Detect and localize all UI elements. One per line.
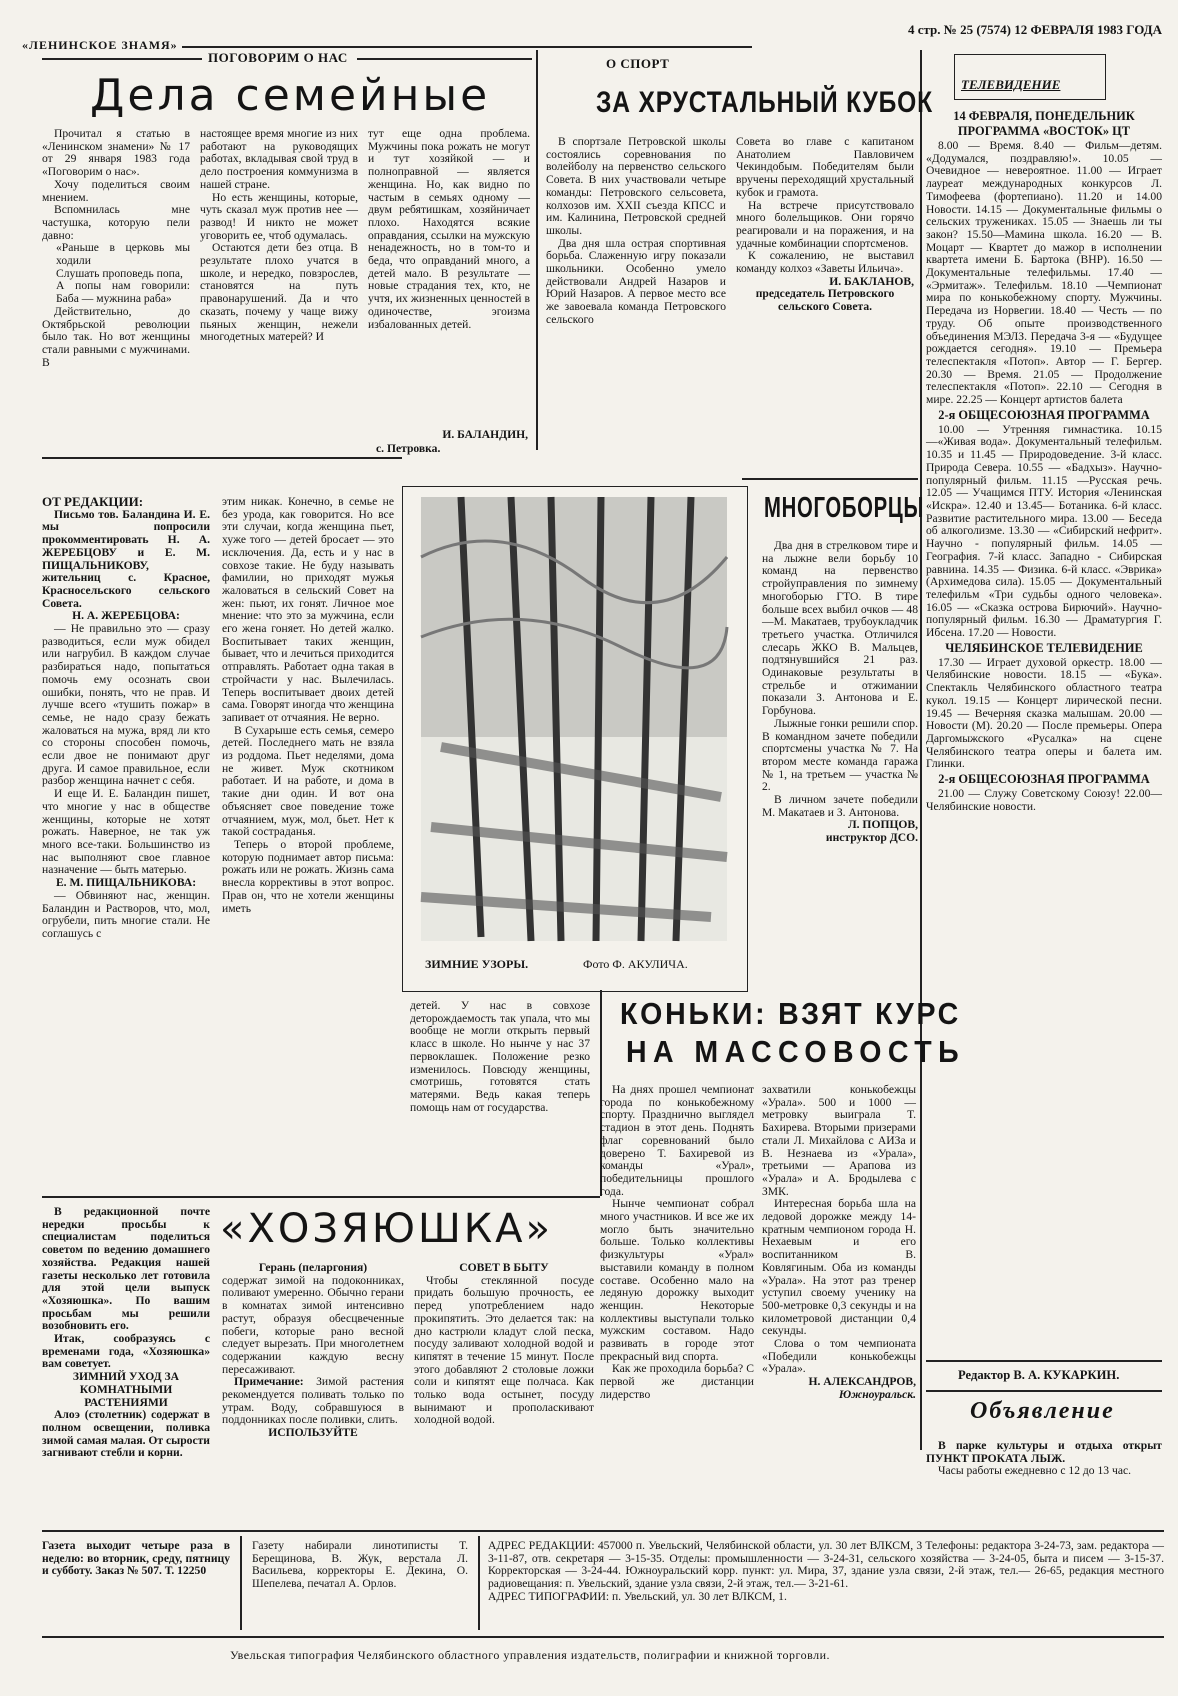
skates-headline-2: НА МАССОВОСТЬ bbox=[626, 1034, 966, 1069]
cup-rubric: О СПОРТ bbox=[606, 56, 670, 71]
allround-signature: Л. ПОПЦОВ, bbox=[847, 818, 918, 832]
family-col-2: настоящее время многие из них работают на руководящих работах, вкладывая свой труд в дело построения коммунизма в нашей стране. Но есть женщины, которые, чуть сказал муж против нее — развод! И никто не может уговорить ее, чтоб одумалась. Остаются дети без отца. В результате плохо учатся в школе, и нередко, повзрослев, становятся на путь правонарушений. Да и что сказать, почему у чаще вижу пьяных женщин, нежели многодетных матерей? И bbox=[200, 127, 358, 344]
skates-signature: Н. АЛЕКСАНДРОВ, bbox=[808, 1375, 916, 1389]
editorial-heading: ОТ РЕДАКЦИИ: bbox=[42, 494, 144, 509]
cup-signature: И. БАКЛАНОВ, bbox=[829, 274, 914, 288]
tv-date: 14 ФЕВРАЛЯ, ПОНЕДЕЛЬНИК bbox=[953, 109, 1135, 123]
footer-address-2: АДРЕС ТИПОГРАФИИ: п. Увельский, ул. 30 лет ВЛКСМ, 1. bbox=[488, 1589, 787, 1603]
skates-headline-1: КОНЬКИ: ВЗЯТ КУРС bbox=[620, 996, 961, 1031]
winter-photo bbox=[421, 497, 727, 941]
house-headline: «ХОЗЯЮШКА» bbox=[220, 1206, 553, 1252]
tv-text: 14 ФЕВРАЛЯ, ПОНЕДЕЛЬНИК ПРОГРАММА «ВОСТОК» ЦТ 8.00 — Время. 8.40 — Фильм—детям. «Додумался, поздравляю!». 10.05 — Очевидное — невероятное. 11.00 — Играет лауреат международных конкурсов Л. Тимофеева (фортепиано). 11.20 и 14.00 Новости. 14.15 — Документальные фильмы о сельских тружениках. 15.05 — Знаешь ли ты закон? 15.50—Мамина школа. 16.20 — В. Моцарт — Квартет до мажор в исполнении квартета имени Б. Бартока (ВНР). 16.50 — Документальные телефильмы. 17.40 — «Эрмитаж». Телефильм. 18.10 —Чемпионат мира по конькобежному спорту. Мужчины. Передача из Норвегии. 18.40 — Честь — по труду. Об опыте производственного объединения МЭЛЗ. Передача 3-я — «Будущее рождается сегодня». 19.10 — Премьера телеспектакля «Потоп». Автор — Г. Бергер. 20.30 — Время. 21.05 — Продолжение телеспектакля «Потоп». 22.10 — Сегодня в мире. 22.25 — Концерт артистов балета 2-я ОБЩЕСОЮЗНАЯ ПРОГРАММА 10.00 — Утренняя гимнастика. 10.15—«Живая вода». Документальный телефильм. 10.35 и 11.45 — Природоведение. 3-й класс. Природа Севера. 10.55 — «Бадхыз». Научно-популярный фильм. 11.15 —Русская речь. 12.05 — Учащимся ПТУ. История «Ленинская «Искра». 12.40 и 13.45— Ботаника. 6-й класс. Развитие растительного мира. 13.00 — Беседа об алкоголизме. 13.30 — «Сибирский нефрит». Научно - популярный фильм. 14.05 — География. 7-й класс. Западно - Сибирская равнина. 14.35 — Физика. 6-й класс. «Эврика» (Архимедова сила). 15.05 — Документальный телефильм «Три судьбы одного человека». 16.05 — «Сказка острова Бирючий». Научно-популярный фильм. 16.30 — Драматургия Г. Ибсена. 17.20 — Новости. ЧЕЛЯБИНСКОЕ ТЕЛЕВИДЕНИЕ 17.30 — Играет духовой оркестр. 18.00 — Челябинские новости. 18.15 — «Бука». Спектакль Челябинского областного театра кукол. 19.15 — Концерт лирической песни. 19.45 — Вечерняя сказка малышам. 20.00 — Новости (М). 20.20 — После премьеры. Опера Даргомыжского «Русалка» на сцене Челябинского театра оперы и балета им. Глинки. 2-я ОБЩЕСОЮЗНАЯ ПРОГРАММА 21.00 — Служу Советскому Союзу! 22.00—Челябинские новости. bbox=[926, 109, 1162, 813]
house-article bbox=[42, 1204, 598, 1526]
footer-schedule: Газета выходит четыре раза в неделю: во вторник, среду, пятницу и субботу. Заказ № 507. Т. 12250 bbox=[42, 1539, 230, 1578]
footer-staff: Газету набирали линотиписты Т. Берещинова, В. Жук, верстала Л. Васильева, корректоры Е. Декина, О. Шепелева, печатал А. Орлов. bbox=[252, 1539, 468, 1591]
advice-heading: СОВЕТ В БЫТУ bbox=[459, 1261, 549, 1274]
winter-care-heading: ЗИМНИЙ УХОД ЗА КОМНАТНЫМИ РАСТЕНИЯМИ bbox=[72, 1370, 180, 1409]
notice bbox=[926, 1396, 1162, 1526]
tv-prog-1-title: ПРОГРАММА «ВОСТОК» ЦТ bbox=[957, 124, 1131, 138]
tv-banner bbox=[954, 54, 1106, 100]
allround-headline: МНОГОБОРЦЫ bbox=[764, 492, 925, 524]
allround-text: Два дня в стрелковом тире и на лыжне вели борьбу 10 команд на первенство стройуправления по зимнему многоборью ГТО. В тире больше всех выбил очков — 48—М. Макатаев, трубоукладчик третьего участка. Отличился слесарь ЖКО В. Мальцев, подтянувшийся 21 раз. Одинаковые результаты в стрельбе и отжимании показали З. Антонова и Е. Горбунова. Лыжные гонки решили спор. В командном зачете победили спортсмены участка № 7. На втором месте команда гаража № 1, на третьем — участка № 2. В личном зачете победили М. Макатаев и З. Антонова. Л. ПОПЦОВ, инструктор ДСО. bbox=[762, 539, 918, 845]
editor-line: Редактор В. А. КУКАРКИН. bbox=[958, 1368, 1120, 1382]
masthead bbox=[22, 22, 1162, 52]
cup-article bbox=[546, 50, 933, 470]
use-heading: ИСПОЛЬЗУЙТЕ bbox=[268, 1426, 358, 1440]
family-article bbox=[42, 50, 532, 455]
tv-prog-2-title: 2-я ОБЩЕСОЮЗНАЯ ПРОГРАММА bbox=[938, 407, 1150, 422]
family-headline: Дела семейные bbox=[90, 70, 491, 121]
notice-hours: Часы работы ежедневно с 12 до 13 час. bbox=[938, 1464, 1132, 1478]
paper-name: «ЛЕНИНСКОЕ ЗНАМЯ» bbox=[22, 38, 178, 52]
editorial-col-1: ОТ РЕДАКЦИИ: Письмо тов. Баландина И. Е. мы попросили прокомментировать Н. А. ЖЕРЕБЦОВУ и Е. М. ПИЩАЛЬНИКОВУ, жительниц с. Красное, Красносельского сельского Совета. Н. А. ЖЕРЕБЦОВА: — Не правильно это — сразу разводиться, если муж обидел или нагрубил. В каждом случае разбираться надо, попытаться помочь ему осознать свои ошибки, понять, что не прав. И лучше всего «тушить пожар» в семье, не надо сразу бежать жаловаться на мужа, вряд ли кто со стороны способен помочь, если двое не понимают друг друга. И самое правильное, если разбор женщина начнет с себя. И еще И. Е. Баландин пишет, что многие у нас в обществе женщины, которые не хотят рожать. Наверное, не так уж много все-таки. Большинство из нас выполняют свое главное назначение — быть матерью. Е. М. ПИЩАЛЬНИКОВА: — Обвиняют нас, женщин. Баландин и Растворов, что, мол, огрубели, пить многие стали. Не соглашусь с bbox=[42, 494, 210, 940]
cup-col-2: Совета во главе с капитаном Анатолием Павловичем Чекиндобым. Победителям были вручены переходящий хрустальный кубок и грамота. На встрече присутствовало много болельщиков. Они горячо реагировали и на поражения, и на удачные комбинации спортсменов. К сожалению, не выставил команду колхоз «Заветы Ильича». И. БАКЛАНОВ, председатель Петровского сельского Совета. bbox=[736, 135, 914, 314]
notice-heading: Объявление bbox=[970, 1398, 1115, 1424]
footer-address: АДРЕС РЕДАКЦИИ: 457000 п. Увельский, Челябинской области, ул. 30 лет ВЛКСМ, 3 Телефоны: редактора 3-24-73, зам. редактора — 3-11-87, отв. секретаря — 3-15-35. Отделы: промышленности — 3-24-31, сельского хозяйства — 3-24-05, быта и писем — 3-15-37. Корректорская — 3-24-44. Южноуральский корр. пункт: ул. Мира, 37, здание узла связи, 2-й этаж, тел.— 26-65, редакция местного радиовещания: п. Увельский, здание узла связи, 2-й этаж, тел.— 3-21-61. bbox=[488, 1539, 1164, 1591]
house-col-3: СОВЕТ В БЫТУ Чтобы стеклянной посуде придать большую прочность, ее перед употреблением надо прокипятить. Это делается так: на дно кастрюли кладут слой песка, посуду заливают холодной водой и кипятят в течение 15 минут. После этого добавляют 2 столовые ложки соли и кипятят еще полчаса. Как только вода остынет, посуду вынимают и прополаскивают холодной водой. bbox=[414, 1261, 594, 1427]
footer bbox=[42, 1536, 1164, 1636]
tv-prog-3-title: ЧЕЛЯБИНСКОЕ ТЕЛЕВИДЕНИЕ bbox=[945, 640, 1143, 655]
photo-frame bbox=[402, 486, 748, 992]
family-place: с. Петровка. bbox=[376, 442, 441, 455]
tv-banner-text: ТЕЛЕВИДЕНИЕ bbox=[961, 77, 1061, 92]
family-col-1: Прочитал я статью в «Ленинском знамени» № 17 от 29 января 1983 года «Поговорим о нас». Хочу поделиться своим мнением. Вспомнилась мне частушка, которую пели давно: «Раньше в церковь мы ходили Слушать проповедь попа, А попы нам говорили: Баба — мужнина раба» Действительно, до Октябрьской революции было так. Но вот женщины стали равными с мужчинами. В bbox=[42, 127, 190, 369]
cup-signature-role: председатель Петровского сельского Совета. bbox=[755, 287, 895, 314]
photo-caption-credit: Фото Ф. АКУЛИЧА. bbox=[583, 957, 688, 971]
cup-col-1: В спортзале Петровской школы состоялись соревнования по волейболу на первенство сельского Совета. В них участвовали четыре команды: Петровского сельсовета, колхозов им. XXII съезда КПСС и им. Калинина, Петровской средней школы. Два дня шла острая спортивная борьба. Слаженную игру показали школьники. Особенно умело действовали Андрей Назаров и Юрий Назаров. А первое место все же завоевала команда Петровского сельского bbox=[546, 135, 726, 326]
editorial-col-2: этим никак. Конечно, в семье не без урода, как говорится. Но все эти случаи, когда женщина пьет, хуже того — детей бросает — это исключения. Да, есть и у нас в совхозе такие. Не буду называть фамилии, но приходят мужья жаловаться в сельский Совет на жен: пьют, их гонят. Личное мое мнение: что это за мужчина, если его жена гоняет. Но детей жалко. Воспитывает таких женщин, бывает, что и лечиться приходится отправлять. Работает одна такая в стройчасти у нас. Вылечилась. Теперь воспитывает двоих детей сама. Говорят иногда что женщина запивает от отчаяния. Не верно. В Сухарыше есть семья, семеро детей. Последнего мать не взяла из роддома. Пьет неделями, дома не живет. Муж скотником работает. И на работе, и дома в такие дни один. И вот она объясняет свое поведение тоже отчаянием, муж, мол, бьет. Нет к такой состраданья. Теперь о второй проблеме, которую поднимает автор письма: рожать или не рожать. Жизнь сама внесла коррективы в этот вопрос. Прав он, что не хотели женщины иметь bbox=[222, 495, 394, 915]
tv-prog-4-title: 2-я ОБЩЕСОЮЗНАЯ ПРОГРАММА bbox=[938, 772, 1150, 787]
notice-text: В парке культуры и отдыха открыт ПУНКТ ПРОКАТА ЛЫЖ. bbox=[926, 1439, 1162, 1465]
family-signature: И. БАЛАНДИН, bbox=[442, 428, 528, 441]
house-col-1: В редакционной почте нередки просьбы к специалистам поделиться советом по ведению домашнего хозяйства. Редакция нашей газеты несколько лет готовила для этой цели выпуск «Хозяюшка». По вашим просьбам мы решили возобновить его. Итак, сообразуясь с временами года, «Хозяюшка» вам советует. ЗИМНИЙ УХОД ЗА КОМНАТНЫМИ РАСТЕНИЯМИ Алоэ (столетник) содержат в полном освещении, поливка зимой самая малая. От сырости загнивают стебли и корни. bbox=[42, 1205, 210, 1460]
winter-photo-image bbox=[421, 497, 727, 941]
family-col-3: тут еще одна проблема. Мужчины пока рожать не могут и тут хозяйкой — и полноправной — является женщина. Но, как видно по частым в семьях одному — двум ребятишкам, хозяйничает плохо. Находятся всякие оправдания, ссылки на мужскую ненадежность, но в том-то и беда, что оправданий много, а детей мало. В результате — новые страдания тех, кто, не учтя, их жизненных ценностей в одиночестве, эгоизма избалованных детей. bbox=[368, 127, 530, 331]
skates-col-1: На днях прошел чемпионат города по конькобежному спорту. Празднично выглядел стадион в этот день. Поднять флаг соревнований было доверено Т. Бахиревой из команды «Урал», победительницы прошлого года. Нынче чемпионат собрал много участников. И все же их могло быть значительно больше. Только коллективы физкультуры «Урал» выставили команду в полном составе. Особенно мало на ледяную дорожку выходит женщин. Некоторые коллективы выступали только мужским составом. Надо развивать в городе этот прекрасный вид спорта. Как же проходила борьба? С первой же дистанции лидерство bbox=[600, 1083, 754, 1401]
allround-article bbox=[762, 490, 925, 970]
footer-printer: Увельская типография Челябинского областного управления издательств, полиграфии и книжной торговли. bbox=[230, 1648, 831, 1662]
tv-program bbox=[926, 52, 1164, 1352]
editorial-article bbox=[42, 496, 402, 1196]
issue-line: 4 стр. № 25 (7574) 12 ФЕВРАЛЯ 1983 ГОДА bbox=[907, 22, 1162, 37]
house-col-2: Герань (пеларгония) содержат зимой на подоконниках, поливают умеренно. Обычно герани в комнатах зимой интенсивно растут, образуя обесцвеченные побеги, которые рано весной следует вырезать. При многолетнем содержании каждую весну пересаживают. Примечание: Зимой растения рекомендуется поливать только по утрам. Воду, собравшуюся в поддонниках после поливки, слить. ИСПОЛЬЗУЙТЕ bbox=[222, 1261, 404, 1440]
photo-caption-title: ЗИМНИЕ УЗОРЫ. bbox=[425, 957, 529, 971]
skates-signature-place: Южноуральск. bbox=[838, 1387, 916, 1401]
skates-col-2: захватили конькобежцы «Урала». 500 и 1000 — метровку выиграла Т. Бахирева. Вторыми призерами стали Л. Михайлова с АИЗа и В. Незнаева из «Урала», третьими — Арапова из «Урала» и А. Бродылева с ЗМК. Интересная борьба шла на ледовой дорожке между 14-кратным чемпионом города Н. Нехаевым и его воспитанником В. Ковлягиным. Оба из команды «Урала». На этот раз тренер уступил своему ученику на 500-метровке 0,3 секунды и на километровой дистанции 0,4 секунды. Слова о том чемпионата «Победили конькобежцы «Урала». Н. АЛЕКСАНДРОВ, Южноуральск. bbox=[762, 1083, 916, 1401]
geranium-heading: Герань (пеларгония) bbox=[258, 1261, 368, 1274]
family-rubric: ПОГОВОРИМ О НАС bbox=[208, 50, 348, 65]
skates-article bbox=[600, 994, 966, 1526]
allround-signature-role: инструктор ДСО. bbox=[825, 831, 918, 845]
cup-headline: ЗА ХРУСТАЛЬНЫЙ КУБОК bbox=[596, 86, 933, 119]
editorial-col-3: детей. У нас в совхозе деторождаемость так упала, что мы вообще не могли открыть первый класс в школе. Но нынче у нас 37 первоклашек. Положение резко изменилось. Повсюду женщины, смотришь, готовятся стать матерями. Ведь какая теперь помощь нам от государства. bbox=[410, 999, 590, 1114]
